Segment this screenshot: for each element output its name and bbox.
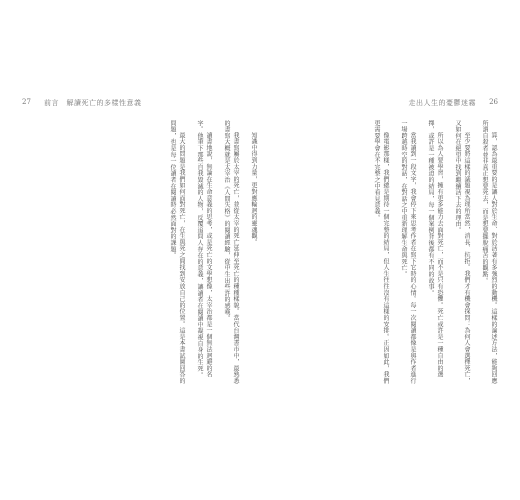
paragraph: 至少要將這樣的議題視為理所當然，消長、抗拒。我們才有機會探問：為何人會選擇死亡，又如何在絕望中找到繼續活下去的理由。 bbox=[454, 120, 470, 384]
paragraph: 我書寫屬於太宰的死亡，並從太宰的死亡延伸至死亡的種種樣貌。當代台灣書市中，最熟悉的書寫大概就是太宰治《人間失格》的閱讀經驗，從中生出些許的感嘆。 bbox=[223, 120, 239, 384]
paragraph: 最大的問題是我們如何面對死亡，在生與死之間找到安放自己的位置。這是本書試圖回答的問題，也是每一位讀者在閱讀時必然面對的課題。 bbox=[169, 120, 185, 384]
left-page-body bbox=[22, 120, 258, 390]
left-page-header bbox=[22, 96, 258, 110]
paragraph: 讀書地說，無論在生命意義的思考，或是死亡的文學想像，太宰治都是一個無法迴避的名字。他筆下那些自我毀滅的人物，反覆追問人存在的意義，讓讀者在閱讀中凝視自身的生死。 bbox=[196, 120, 212, 379]
right-page bbox=[262, 96, 498, 392]
right-page-header-title: 走出人生的憂鬱迷霧 bbox=[408, 99, 476, 107]
paragraph: 算，認為最重要的是讓人對於生命、對於活著有多強烈的動機。這樣的論述方法，能夠回應所謂自殺者並非真正想要死去，而是想要擺脫痛苦的觀點。 bbox=[481, 120, 497, 384]
left-page-header-title: 前言 解讀死亡的多樣性意義 bbox=[44, 99, 142, 107]
left-page-number: 27 bbox=[22, 98, 31, 106]
paragraph: 當我讀到一段文字，我會停下來思考作者在寫下它時的心情。每一次閱讀都像是與作者進行一場跨越時空的對話，在對話之中重新理解生命與死亡。 bbox=[400, 120, 416, 384]
right-page-body bbox=[262, 120, 498, 390]
right-page-number: 26 bbox=[489, 98, 498, 106]
paragraph: 知識中得到力量，更對應輪迴的靈魂觀。 bbox=[250, 132, 257, 246]
paragraph: 像電影那樣，我們總是期待一個完整的結局，但人生往往沒有這樣的安排。正因如此，我們更需要學會在不完整之中看見意義。 bbox=[373, 120, 389, 384]
left-page bbox=[22, 96, 258, 392]
right-page-header bbox=[262, 96, 498, 110]
paragraph: 所以為人要學習，擁有更多能力去面對死亡，而不是只有恐懼。死亡或許是一種自由的選擇，或許是一種被迫的結局，每一個案例背後都有不同的故事。 bbox=[427, 120, 443, 378]
